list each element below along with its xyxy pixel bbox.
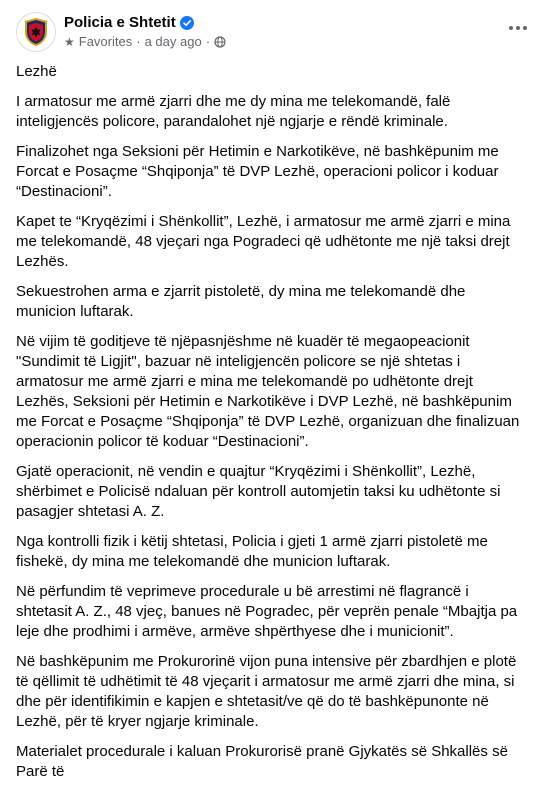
post-paragraph: Në përfundim të veprimeve procedurale u bë arrestimi në flagrancë i shtetasit A. Z., 48 vjeç, banues në Pogradec, për veprën penale “Mbajtja pa leje dhe prodhimi i armëve, armëve shpërthyese dhe i municionit”. <box>16 583 518 640</box>
meta-separator: · <box>136 34 141 49</box>
post-paragraph: I armatosur me armë zjarri dhe me dy mina me telekomandë, falë inteligjencës policore, parandalohet një ngjarje e rëndë kriminale. <box>16 93 451 130</box>
more-dot <box>516 26 520 30</box>
post-paragraph: Gjatë operacionit, në vendin e quajtur “Kryqëzimi i Shënkollit”, Lezhë, shërbimet e Policisë ndaluan për kontroll automjetin taksi ku udhëtonte si pasagjer shtetasi A. Z. <box>16 463 501 520</box>
post-paragraph: Materialet procedurale i kaluan Prokurorisë pranë Gjykatës së Shkallës së Parë të <box>16 743 508 780</box>
more-dot <box>509 26 513 30</box>
page-name-row <box>64 14 194 31</box>
post-timestamp[interactable]: a day ago <box>144 34 202 49</box>
page-avatar[interactable] <box>16 12 56 52</box>
post-header <box>16 12 532 54</box>
post-paragraph: Nga kontrolli fizik i këtij shtetasi, Policia i gjeti 1 armë zjarri pistoletë me fishekë, dy mina me telekomandë dhe municion luftarak. <box>16 533 488 570</box>
star-icon: ★ <box>64 34 75 49</box>
post-paragraph-location: Lezhë <box>16 63 57 80</box>
more-options-icon[interactable] <box>504 18 532 38</box>
post-paragraph: Kapet te “Kryqëzimi i Shënkollit”, Lezhë, i armatosur me armë zjarri e mina me telekomandë, 48 vjeçari nga Pogradeci që udhëtonte me një taksi drejt Lezhës. <box>16 213 511 270</box>
verified-badge-icon <box>180 16 194 30</box>
meta-separator-2: · <box>205 34 211 49</box>
post-paragraph: Finalizohet nga Seksioni për Hetimin e Narkotikëve, në bashkëpunim me Forcat e Posaçme “Shqiponja” të DVP Lezhë, operacioni policor i koduar “Destinacioni”. <box>16 143 499 200</box>
globe-icon <box>214 36 226 48</box>
more-dot <box>523 26 527 30</box>
audience-label: Favorites <box>78 34 133 49</box>
post-paragraph: Sekuestrohen arma e zjarrit pistoletë, dy mina me telekomandë dhe municion luftarak. <box>16 283 466 320</box>
page-name[interactable]: Policia e Shtetit <box>64 14 176 31</box>
post-body <box>16 62 528 792</box>
post-meta <box>64 34 226 49</box>
post-paragraph: Në vijim të goditjeve të njëpasnjëshme në kuadër të megaopeacionit "Sundimit të Ligjit", bazuar në inteligjencën policore se një shtetas i armatosur me armë zjarri e mina me telekomandë po udhëtonte drejt Lezhës, Seksioni për Hetimin e Narkotikëve i DVP Lezhë, në bashkëpunim me Forcat e Posaçme “Shqiponja” të DVP Lezhë, organizuan dhe finalizuan operacionin policor të koduar “Destinacioni”. <box>16 333 520 450</box>
post-paragraph: Në bashkëpunim me Prokurorinë vijon puna intensive për zbardhjen e plotë të qëllimit të udhëtimit të 48 vjeçarit i armatosur me armë zjarri dhe mina, si dhe për identifikimin e kapjen e shtetasit/ve që do të bashkëpunonte në Lezhë, për të kryer ngjarje kriminale. <box>16 653 517 730</box>
police-emblem-icon <box>19 15 53 49</box>
